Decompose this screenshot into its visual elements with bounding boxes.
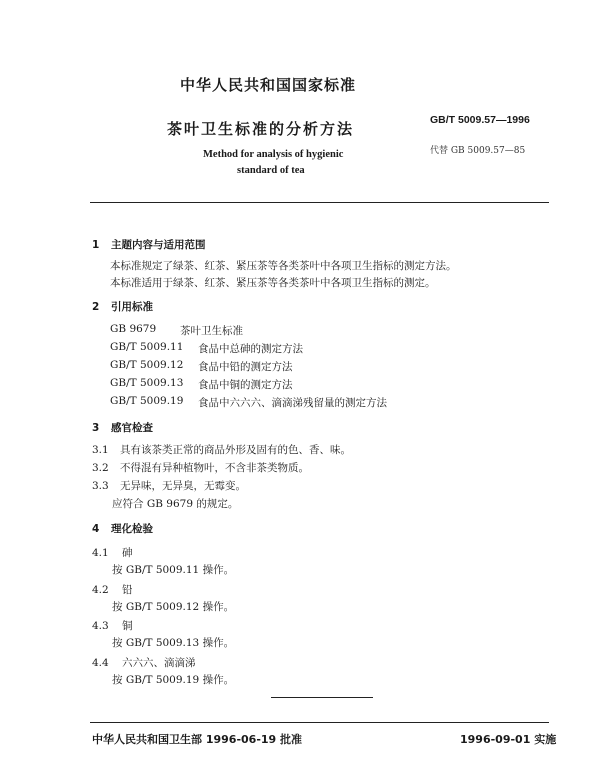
test-item-name: 砷 <box>122 547 133 559</box>
reference-item <box>110 395 387 409</box>
reference-item <box>110 323 243 337</box>
test-item-number: 4.2 <box>92 584 109 596</box>
clause-text: 不得混有异种植物叶，不含非茶类物质。 <box>120 462 310 474</box>
clause-item <box>92 478 246 493</box>
section-number: 1 <box>92 239 100 251</box>
test-item-number: 4.1 <box>92 547 109 559</box>
test-item-heading <box>92 618 133 633</box>
reference-code: GB/T 5009.19 <box>110 395 184 407</box>
org-title: 中华人民共和国国家标准 <box>180 76 357 94</box>
reference-name: 食品中六六六、滴滴涕残留量的测定方法 <box>198 397 387 409</box>
test-item-number: 4.4 <box>92 657 109 669</box>
reference-code: GB/T 5009.11 <box>110 341 184 353</box>
test-item-operation: 按 GB/T 5009.11 操作。 <box>112 564 235 576</box>
english-title-line2: standard of tea <box>237 165 305 176</box>
test-item-heading <box>92 655 196 670</box>
reference-name: 食品中总砷的测定方法 <box>198 343 303 355</box>
section-number: 3 <box>92 422 100 434</box>
section-title: 主题内容与适用范围 <box>110 239 206 251</box>
reference-item <box>110 359 293 373</box>
section-1-line: 本标准适用于绿茶、红茶、紧压茶等各类茶叶中各项卫生指标的测定。 <box>110 277 436 289</box>
clause-text: 具有该茶类正常的商品外形及固有的色、香、味。 <box>120 444 352 456</box>
test-item-number: 4.3 <box>92 620 109 632</box>
test-item-heading <box>92 582 133 597</box>
section-4-heading <box>92 521 153 536</box>
section-3-heading <box>92 420 153 435</box>
test-item-operation: 按 GB/T 5009.19 操作。 <box>112 674 235 686</box>
reference-name: 食品中铜的测定方法 <box>198 379 293 391</box>
reference-item <box>110 377 293 391</box>
section-title: 引用标准 <box>110 301 153 313</box>
test-item-heading <box>92 545 133 560</box>
section-1-line: 本标准规定了绿茶、红茶、紧压茶等各类茶叶中各项卫生指标的测定方法。 <box>110 260 457 272</box>
reference-code: GB 9679 <box>110 323 157 335</box>
footer-divider <box>90 722 549 723</box>
test-item-operation: 按 GB/T 5009.12 操作。 <box>112 601 235 613</box>
approval-note: 中华人民共和国卫生部 1996-06-19 批准 <box>92 733 303 746</box>
reference-code: GB/T 5009.12 <box>110 359 184 371</box>
clause-number: 3.3 <box>92 480 109 492</box>
reference-item <box>110 341 303 355</box>
clause-item <box>92 442 351 457</box>
section-number: 2 <box>92 301 100 313</box>
clause-text: 无异味，无异臭，无霉变。 <box>120 480 247 492</box>
section-1-heading <box>92 237 205 252</box>
test-item-name: 铜 <box>122 620 133 632</box>
test-item-name: 六六六、滴滴涕 <box>122 657 196 669</box>
section-number: 4 <box>92 523 100 535</box>
clause-number: 3.2 <box>92 462 109 474</box>
end-rule <box>271 697 373 698</box>
section-title: 理化检验 <box>110 523 153 535</box>
test-item-name: 铅 <box>122 584 133 596</box>
test-item-operation: 按 GB/T 5009.13 操作。 <box>112 637 235 649</box>
standard-number: GB/T 5009.57—1996 <box>430 114 530 126</box>
clause-note: 应符合 GB 9679 的规定。 <box>112 498 239 510</box>
clause-number: 3.1 <box>92 444 109 456</box>
section-2-heading <box>92 299 153 314</box>
reference-code: GB/T 5009.13 <box>110 377 184 389</box>
english-title-line1: Method for analysis of hygienic <box>203 149 344 160</box>
reference-name: 茶叶卫生标准 <box>180 325 243 337</box>
document-title: 茶叶卫生标准的分析方法 <box>167 120 355 138</box>
section-title: 感官检查 <box>110 422 153 434</box>
header-divider <box>90 202 549 203</box>
clause-item <box>92 460 309 475</box>
effective-date: 1996-09-01 实施 <box>460 733 557 746</box>
reference-name: 食品中铅的测定方法 <box>198 361 293 373</box>
replaces-note: 代替 GB 5009.57—85 <box>430 146 526 156</box>
